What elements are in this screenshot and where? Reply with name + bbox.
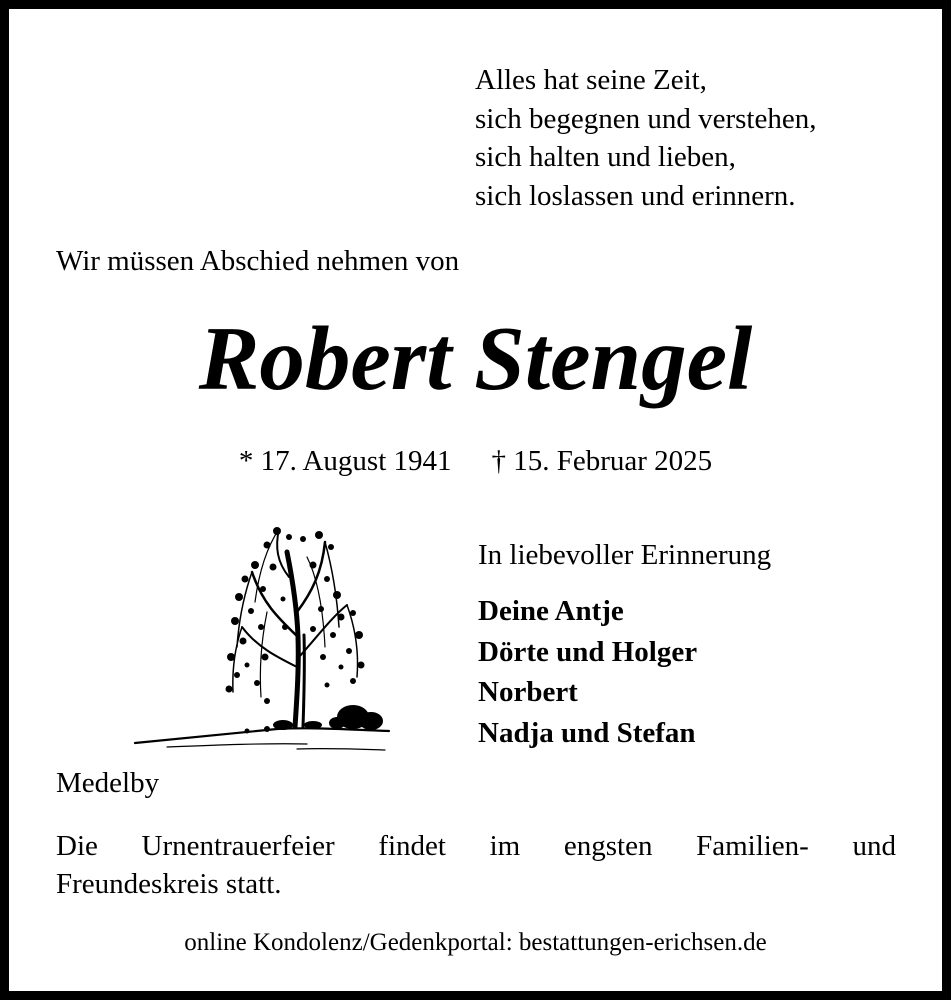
mourner-name: Deine Antje — [478, 595, 624, 627]
ceremony-word: Urnentrauerfeier — [141, 830, 335, 862]
mourner-name: Norbert — [478, 676, 578, 708]
birth-date: * 17. August 1941 — [238, 445, 452, 477]
poem-line: sich loslassen und erinnern. — [475, 179, 796, 212]
ceremony-word: Die — [56, 830, 98, 862]
mourners-list — [478, 591, 697, 753]
poem-line: sich begegnen und verstehen, — [475, 102, 817, 135]
ceremony-word: engsten — [563, 830, 653, 862]
ceremony-word: im — [489, 830, 521, 862]
ceremony-word: und — [852, 830, 896, 862]
life-dates — [9, 441, 942, 481]
ceremony-word: Familien- — [696, 830, 809, 862]
birch-tree-icon — [127, 517, 392, 753]
ceremony-line-2: Freundeskreis statt. — [56, 868, 282, 900]
poem — [475, 61, 816, 215]
ceremony-word: findet — [378, 830, 446, 862]
poem-line: Alles hat seine Zeit, — [475, 64, 707, 96]
death-date: † 15. Februar 2025 — [491, 445, 713, 477]
condolence-portal-link[interactable]: online Kondolenz/Gedenkportal: bestattungen-erichsen.de — [184, 929, 767, 956]
remembrance-line: In liebevoller Erinnerung — [478, 539, 772, 571]
farewell-intro: Wir müssen Abschied nehmen von — [56, 245, 460, 277]
mourner-name: Dörte und Holger — [478, 635, 698, 668]
ceremony-line-1 — [56, 827, 896, 865]
mourner-name: Nadja und Stefan — [478, 716, 696, 749]
ceremony-notice — [56, 827, 896, 903]
place-name: Medelby — [56, 767, 160, 799]
deceased-name: Robert Stengel — [198, 308, 753, 409]
poem-line: sich halten und lieben, — [475, 141, 736, 173]
